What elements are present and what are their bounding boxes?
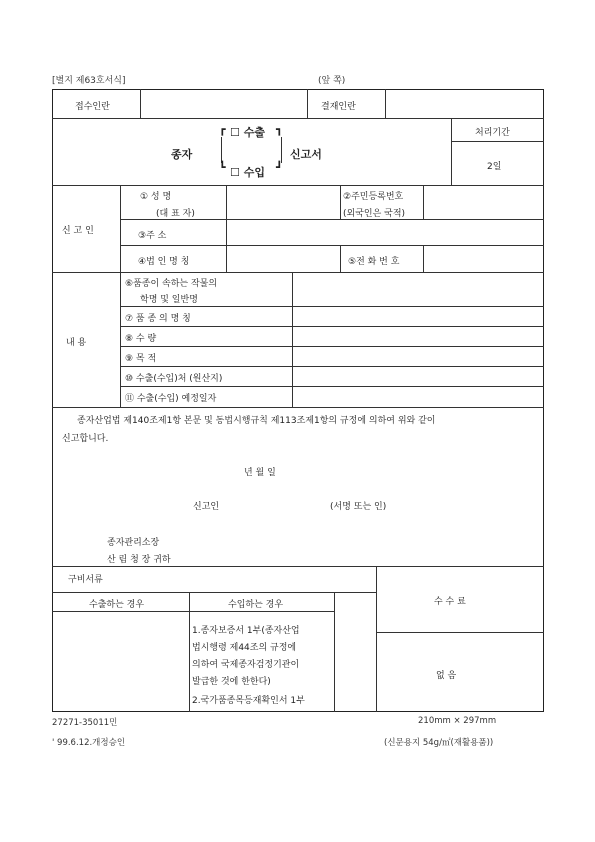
- form-code: 27271-35011민: [52, 718, 118, 728]
- declaration-line2: 신고합니다.: [62, 434, 109, 444]
- fee-label: 수 수 료: [434, 597, 466, 607]
- sign-note: (서명 또는 인): [330, 502, 387, 512]
- item10-field[interactable]: [293, 367, 543, 385]
- import-doc-line3: 의하여 국제종자검정기관이: [192, 660, 300, 670]
- title-prefix: 종자: [171, 148, 193, 161]
- import-doc-line4: 발급한 것에 한한다): [192, 677, 271, 687]
- receipt-stamp-area[interactable]: [141, 90, 306, 117]
- approval-label: 결재인란: [321, 102, 356, 112]
- signer-label: 신고인: [193, 502, 220, 512]
- item11-label: ⑪ 수출(수입) 예정일자: [125, 394, 217, 404]
- item9-label: ⑨ 목 적: [125, 354, 157, 364]
- export-case-label: 수출하는 경우: [89, 600, 145, 610]
- option-export[interactable]: ☐ 수출: [230, 126, 265, 139]
- phone-label: ⑤전 화 번 호: [348, 257, 400, 267]
- item8-field[interactable]: [293, 327, 543, 345]
- processing-value: 2일: [487, 162, 502, 172]
- import-doc-line5: 2.국가품종목등재확인서 1부: [192, 696, 305, 706]
- declaration-line1: 종자산업법 제140조제1항 본문 및 동법시행규칙 제113조제1항의 규정에 의하여 위와 같이: [77, 416, 436, 426]
- name-sublabel: (대 표 자): [156, 209, 195, 219]
- title-suffix: 신고서: [290, 148, 322, 161]
- documents-title: 구비서류: [68, 575, 103, 585]
- item10-label: ⑩ 수출(수입)처 (원산지): [125, 374, 223, 384]
- paper-size: 210mm × 297mm: [418, 716, 497, 726]
- item7-label: ⑦ 품 종 의 명 칭: [125, 314, 191, 324]
- content-section-label: 내 용: [66, 338, 87, 348]
- name-field[interactable]: [227, 186, 339, 218]
- declaration-date: 년 월 일: [244, 468, 276, 478]
- item7-field[interactable]: [293, 307, 543, 325]
- import-case-label: 수입하는 경우: [228, 600, 284, 610]
- reporter-section-label: 신 고 인: [62, 226, 94, 236]
- item11-field[interactable]: [293, 387, 543, 406]
- approval-stamp-area[interactable]: [386, 90, 543, 117]
- rrn-label: ②주민등록번호: [343, 192, 404, 202]
- page-side: (앞 쪽): [318, 76, 346, 86]
- name-label: ① 성 명: [140, 192, 172, 202]
- item9-field[interactable]: [293, 347, 543, 365]
- option-import[interactable]: ☐ 수입: [230, 166, 265, 179]
- address-field[interactable]: [227, 220, 543, 244]
- address-label: ③주 소: [138, 231, 167, 241]
- corp-name-field[interactable]: [227, 246, 339, 271]
- form-number: [별지 제63호서식]: [52, 76, 126, 86]
- item6-sublabel: 학명 및 일반명: [140, 295, 198, 305]
- addressee-2: 산 림 청 장 귀하: [107, 555, 171, 565]
- import-doc-line1: 1.종자보증서 1부(종자산업: [192, 626, 300, 636]
- rrn-field[interactable]: [424, 186, 543, 218]
- receipt-label: 접수인란: [75, 102, 110, 112]
- signature-field[interactable]: [230, 494, 325, 514]
- divider: [52, 118, 544, 119]
- paper-type: (신문용지 54g/㎡(재활용품)): [384, 738, 494, 748]
- rrn-sublabel: (외국인은 국적): [343, 209, 406, 219]
- phone-field[interactable]: [424, 246, 543, 271]
- addressee-1: 종자관리소장: [107, 538, 160, 548]
- import-doc-line2: 법시행령 제44조의 규정에: [192, 643, 297, 653]
- item8-label: ⑧ 수 량: [125, 334, 157, 344]
- item6-field[interactable]: [293, 273, 543, 305]
- fee-value: 없 음: [436, 671, 457, 681]
- processing-label: 처리기간: [475, 128, 510, 138]
- corp-name-label: ④법 인 명 칭: [138, 257, 190, 267]
- approval-date: ' 99.6.12.개정승인: [52, 738, 126, 748]
- item6-label: ⑥품종이 속하는 작물의: [125, 279, 218, 289]
